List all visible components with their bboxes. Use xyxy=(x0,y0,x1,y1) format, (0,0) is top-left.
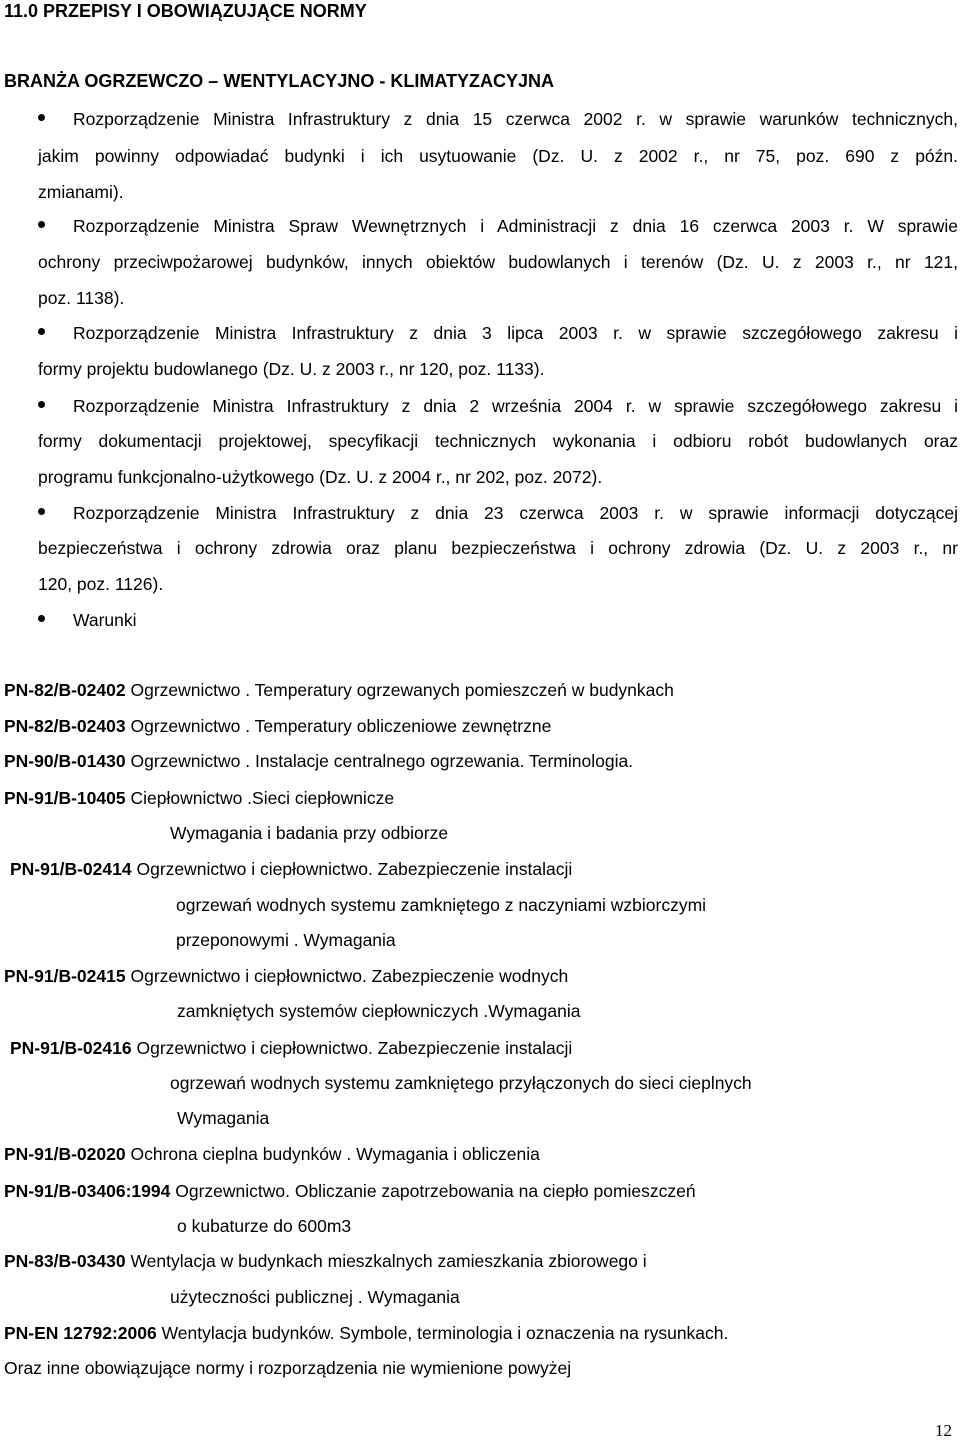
standard-code: PN-91/B-03406:1994 xyxy=(4,1181,171,1201)
bullet-icon xyxy=(38,508,45,515)
regulation-line: poz. 1138). xyxy=(38,288,125,308)
standard-title-continuation: Wymagania i badania przy odbiorze xyxy=(170,823,449,843)
regulation-line: Rozporządzenie Ministra Infrastruktury z dnia 3 lipca 2003 r. w sprawie szczegółowego zakresu i xyxy=(73,323,958,343)
standard-title: Ogrzewnictwo . Temperatury ogrzewanych pomieszczeń w budynkach xyxy=(125,680,674,700)
standard-entry xyxy=(10,858,572,880)
standard-title: Ochrona cieplna budynków . Wymagania i obliczenia xyxy=(125,1144,540,1164)
standard-entry xyxy=(4,715,551,737)
section-subtitle: BRANŻA OGRZEWCZO – WENTYLACYJNO - KLIMATYZACYJNA xyxy=(4,71,554,91)
standard-title: Wentylacja budynków. Symbole, terminologia i oznaczenia na rysunkach. xyxy=(156,1323,729,1343)
bullet-icon xyxy=(38,401,45,408)
standard-title: Wentylacja w budynkach mieszkalnych zamieszkania zbiorowego i xyxy=(125,1251,647,1271)
bullet-icon xyxy=(38,328,45,335)
standard-entry xyxy=(4,1180,696,1202)
regulation-line: jakim powinny odpowiadać budynki i ich usytuowanie (Dz. U. z 2002 r., nr 75, poz. 690 z późn. xyxy=(38,146,958,166)
standard-entry xyxy=(10,1037,572,1059)
regulation-line: ochrony przeciwpożarowej budynków, innych obiektów budowlanych i terenów (Dz. U. z 2003 r., nr 121, xyxy=(38,252,958,272)
standard-title: Ogrzewnictwo i ciepłownictwo. Zabezpieczenie instalacji xyxy=(131,859,573,879)
closing-note: Oraz inne obowiązujące normy i rozporządzenia nie wymienione powyżej xyxy=(4,1358,572,1378)
standard-entry xyxy=(4,679,674,701)
regulation-line: programu funkcjonalno-użytkowego (Dz. U. z 2004 r., nr 202, poz. 2072). xyxy=(38,467,603,487)
regulation-line: zmianami). xyxy=(38,182,124,202)
standard-title-continuation: Wymagania xyxy=(177,1108,270,1128)
standard-entry xyxy=(4,1143,540,1165)
regulation-line: bezpieczeństwa i ochrony zdrowia oraz planu bezpieczeństwa i ochrony zdrowia (Dz. U. z 2003 r., nr xyxy=(38,538,958,558)
regulation-line: Rozporządzenie Ministra Infrastruktury z dnia 2 września 2004 r. w sprawie szczegółowego zakresu i xyxy=(73,396,958,416)
standard-code: PN-82/B-02403 xyxy=(4,716,126,736)
standard-code: PN-EN 12792:2006 xyxy=(4,1323,157,1343)
standard-title-continuation: użyteczności publicznej . Wymagania xyxy=(170,1287,460,1307)
standard-entry xyxy=(4,750,633,772)
standard-title: Ogrzewnictwo i ciepłownictwo. Zabezpieczenie instalacji xyxy=(131,1038,573,1058)
regulation-line: formy projektu budowlanego (Dz. U. z 2003 r., nr 120, poz. 1133). xyxy=(38,359,545,379)
standard-entry xyxy=(4,787,394,809)
standard-code: PN-91/B-02415 xyxy=(4,966,126,986)
standard-title: Ogrzewnictwo i ciepłownictwo. Zabezpieczenie wodnych xyxy=(125,966,569,986)
standard-title: Ogrzewnictwo. Obliczanie zapotrzebowania na ciepło pomieszczeń xyxy=(170,1181,696,1201)
standard-entry xyxy=(4,1250,647,1272)
standard-title: Ciepłownictwo .Sieci ciepłownicze xyxy=(125,788,395,808)
standard-code: PN-91/B-02416 xyxy=(10,1038,132,1058)
regulation-line: Rozporządzenie Ministra Infrastruktury z dnia 23 czerwca 2003 r. w sprawie informacji dotyczącej xyxy=(73,503,958,523)
standard-code: PN-91/B-10405 xyxy=(4,788,126,808)
bullet-icon xyxy=(38,221,45,228)
standard-entry xyxy=(4,965,568,987)
regulation-line: Warunki xyxy=(73,610,137,630)
standard-code: PN-83/B-03430 xyxy=(4,1251,126,1271)
standard-title: Ogrzewnictwo . Instalacje centralnego ogrzewania. Terminologia. xyxy=(125,751,634,771)
standard-code: PN-90/B-01430 xyxy=(4,751,126,771)
regulation-line: formy dokumentacji projektowej, specyfikacji technicznych wykonania i odbioru robót budowlanych oraz xyxy=(38,431,958,451)
regulation-line: Rozporządzenie Ministra Spraw Wewnętrznych i Administracji z dnia 16 czerwca 2003 r. W sprawie xyxy=(73,216,958,236)
standard-title: Ogrzewnictwo . Temperatury obliczeniowe zewnętrzne xyxy=(125,716,552,736)
page-number: 12 xyxy=(935,1421,952,1440)
standard-code: PN-91/B-02414 xyxy=(10,859,132,879)
bullet-icon xyxy=(38,114,45,121)
standard-code: PN-91/B-02020 xyxy=(4,1144,126,1164)
standard-title-continuation: o kubaturze do 600m3 xyxy=(177,1216,352,1236)
standard-code: PN-82/B-02402 xyxy=(4,680,126,700)
standard-title-continuation: przeponowymi . Wymagania xyxy=(176,930,396,950)
standard-title-continuation: ogrzewań wodnych systemu zamkniętego przyłączonych do sieci cieplnych xyxy=(170,1073,752,1093)
standard-title-continuation: ogrzewań wodnych systemu zamkniętego z naczyniami wzbiorczymi xyxy=(176,895,707,915)
regulation-line: Rozporządzenie Ministra Infrastruktury z dnia 15 czerwca 2002 r. w sprawie warunków technicznych, xyxy=(73,109,958,129)
regulation-line: 120, poz. 1126). xyxy=(38,574,164,594)
page-title: 11.0 PRZEPISY I OBOWIĄZUJĄCE NORMY xyxy=(4,1,367,21)
bullet-icon xyxy=(38,615,45,622)
standard-entry xyxy=(4,1322,728,1344)
standard-title-continuation: zamkniętych systemów ciepłowniczych .Wymagania xyxy=(177,1001,581,1021)
